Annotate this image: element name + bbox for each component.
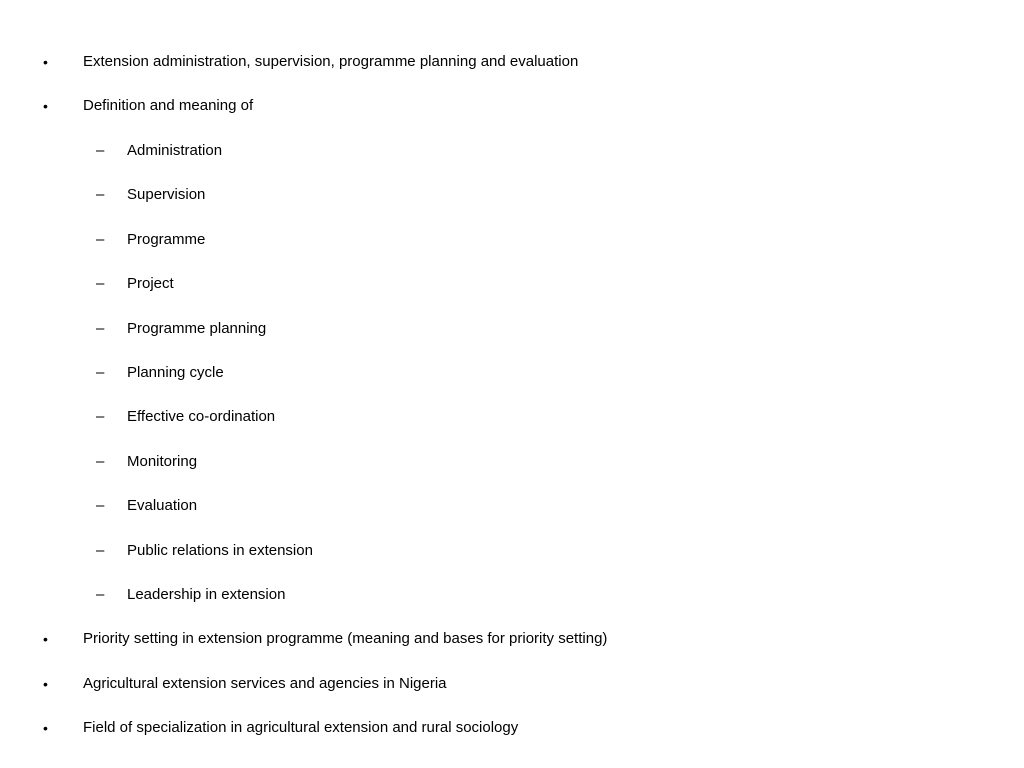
dash-marker: – [96,320,105,337]
bullet-text: Priority setting in extension programme (meaning and bases for priority setting) [83,630,608,647]
sub-bullet-item [0,361,1024,385]
sub-bullet-item [0,539,1024,563]
dash-marker: – [96,586,105,603]
sub-bullet-item [0,317,1024,341]
sub-bullet-item [0,494,1024,518]
bullet-text: Definition and meaning of [83,97,254,114]
dash-marker: – [96,453,105,470]
sub-bullet-text: Project [127,275,174,292]
dash-marker: – [96,408,105,425]
dash-marker: – [96,364,105,381]
sub-bullet-text: Monitoring [127,453,198,470]
sub-bullet-item [0,272,1024,296]
bullet-item [0,716,1024,740]
bullet-item [0,50,1024,74]
sub-bullet-text: Public relations in extension [127,542,313,559]
sub-bullet-text: Programme [127,231,206,248]
bullet-text: Field of specialization in agricultural extension and rural sociology [83,719,519,736]
bullet-text: Extension administration, supervision, programme planning and evaluation [83,53,579,70]
sub-bullet-text: Supervision [127,186,206,203]
sub-bullet-text: Effective co-ordination [127,408,276,425]
bullet-marker: • [43,676,48,692]
sub-bullet-text: Planning cycle [127,364,224,381]
sub-bullet-item [0,139,1024,163]
bullet-item [0,94,1024,118]
bullet-text: Agricultural extension services and agencies in Nigeria [83,675,447,692]
sub-bullet-text: Programme planning [127,320,267,337]
sub-bullet-item [0,405,1024,429]
sub-bullet-item [0,228,1024,252]
dash-marker: – [96,186,105,203]
sub-bullet-item [0,183,1024,207]
sub-bullet-text: Administration [127,142,223,159]
dash-marker: – [96,542,105,559]
dash-marker: – [96,275,105,292]
bullet-marker: • [43,631,48,647]
sub-bullet-item [0,583,1024,607]
bullet-item [0,672,1024,696]
dash-marker: – [96,142,105,159]
dash-marker: – [96,497,105,514]
bullet-marker: • [43,54,48,70]
bullet-item [0,627,1024,651]
bullet-marker: • [43,720,48,736]
bullet-marker: • [43,98,48,114]
sub-bullet-text: Evaluation [127,497,198,514]
sub-bullet-text: Leadership in extension [127,586,286,603]
dash-marker: – [96,231,105,248]
sub-bullet-item [0,450,1024,474]
